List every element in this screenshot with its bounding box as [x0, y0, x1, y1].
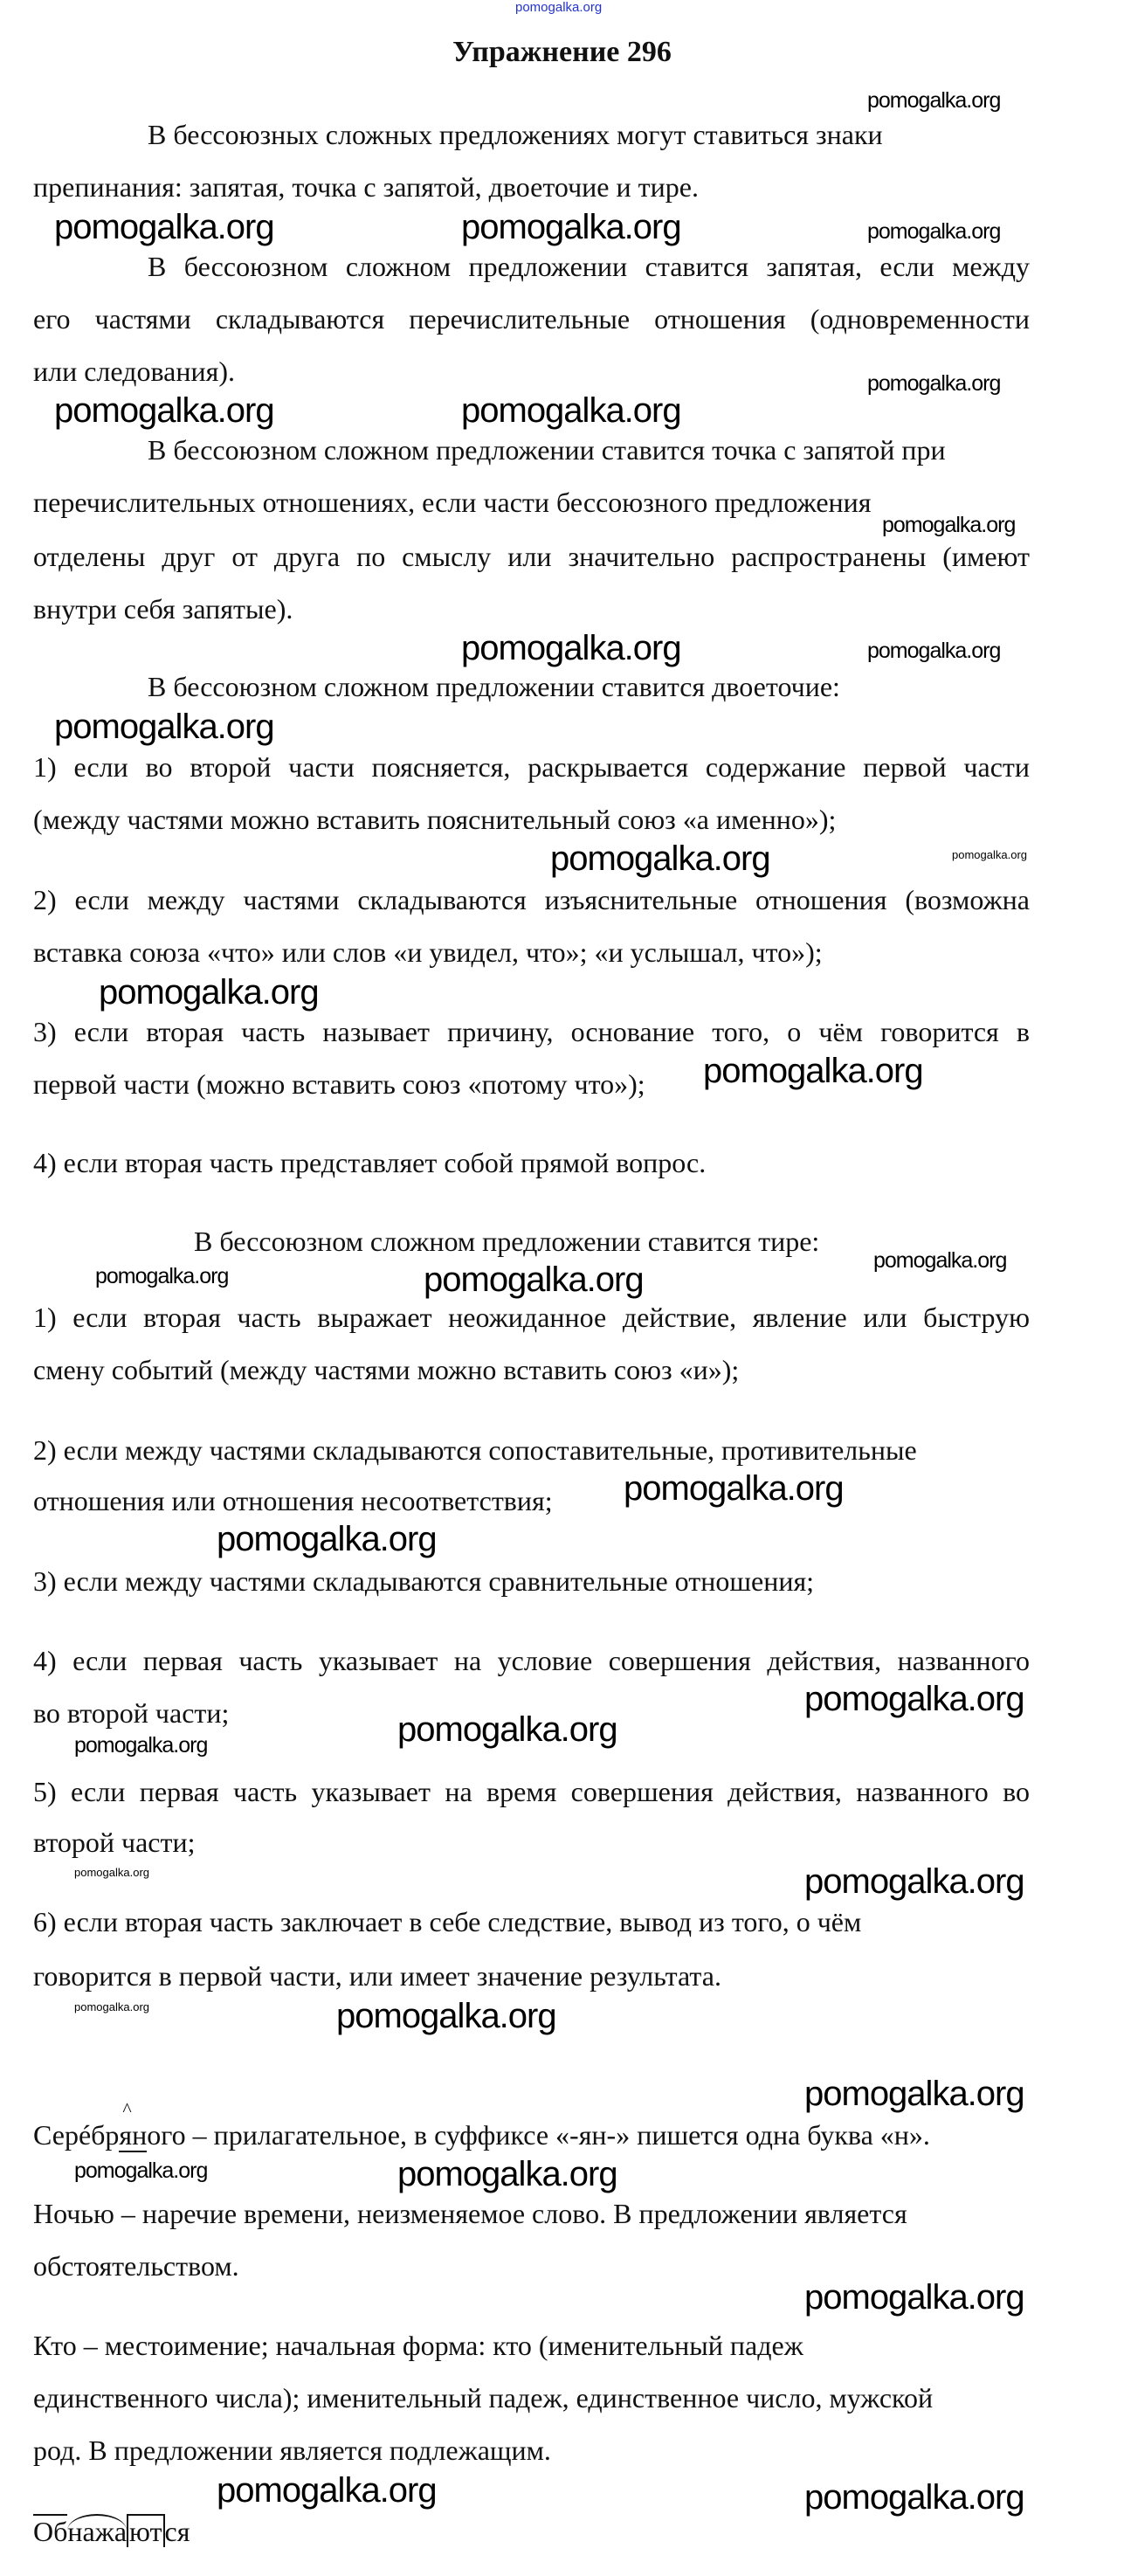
- list-item: 2) если между частями складываются сопоставительные, противительные: [33, 1434, 917, 1466]
- watermark: pomogalka.org: [461, 391, 681, 430]
- suffix: ян: [119, 2119, 148, 2151]
- text-line: второй части;: [33, 1827, 196, 1858]
- top-watermark: pomogalka.org: [515, 0, 603, 15]
- watermark: pomogalka.org: [867, 371, 1001, 396]
- watermark: pomogalka.org: [217, 2471, 437, 2510]
- watermark: pomogalka.org: [867, 88, 1001, 113]
- text-line: перечислительных отношениях, если части бессоюзного предложения: [33, 487, 872, 518]
- page-title: Упражнение 296: [452, 36, 672, 68]
- text-line: Кто – местоимение; начальная форма: кто (именительный падеж: [33, 2330, 803, 2361]
- watermark: pomogalka.org: [461, 208, 681, 246]
- watermark: pomogalka.org: [804, 2075, 1024, 2113]
- list-item: 3) если между частями складываются сравнительные отношения;: [33, 1565, 815, 1597]
- postfix-mark: ся: [164, 2516, 190, 2547]
- word-part: Серéбр: [33, 2119, 120, 2151]
- text-line: во второй части;: [33, 1697, 230, 1729]
- watermark: pomogalka.org: [624, 1469, 844, 1508]
- watermark: pomogalka.org: [54, 391, 274, 430]
- watermark: pomogalka.org: [74, 1866, 149, 1879]
- list-item: 1) если во второй части поясняется, раскрывается содержание первой части: [33, 751, 1030, 783]
- text-line: В бессоюзном сложном предложении ставится тире:: [194, 1226, 820, 1257]
- watermark: pomogalka.org: [54, 208, 274, 246]
- text-line: единственного числа); именительный падеж, единственное число, мужской: [33, 2382, 934, 2414]
- text-line: В бессоюзном сложном предложении ставится запятая, если между: [148, 251, 1030, 282]
- watermark: pomogalka.org: [397, 2155, 617, 2193]
- root-mark: нажа: [67, 2516, 128, 2547]
- watermark: pomogalka.org: [703, 1052, 923, 1090]
- text-line: смену событий (между частями можно вставить союз «и»);: [33, 1354, 740, 1385]
- watermark: pomogalka.org: [873, 1248, 1007, 1273]
- list-item: 4) если вторая часть представляет собой прямой вопрос.: [33, 1147, 707, 1178]
- watermark: pomogalka.org: [99, 973, 319, 1012]
- list-item: 2) если между частями складываются изъяснительные отношения (возможна: [33, 884, 1030, 915]
- watermark: pomogalka.org: [804, 1680, 1024, 1718]
- suffix-mark: [119, 2098, 148, 2152]
- word-analysis-obnazhayutsya: [33, 2514, 190, 2549]
- text-line: Ночью – наречие времени, неизменяемое слово. В предложении является: [33, 2198, 907, 2229]
- watermark: pomogalka.org: [74, 2158, 208, 2183]
- watermark: pomogalka.org: [882, 513, 1016, 537]
- watermark: pomogalka.org: [550, 839, 770, 878]
- watermark: pomogalka.org: [336, 1997, 556, 2035]
- watermark: pomogalka.org: [54, 708, 274, 746]
- text-line: внутри себя запятые).: [33, 593, 293, 625]
- list-item: 1) если вторая часть выражает неожиданное действие, явление или быструю: [33, 1302, 1030, 1333]
- watermark: pomogalka.org: [74, 1733, 208, 1758]
- text-line: первой части (можно вставить союз «потому что»);: [33, 1068, 645, 1100]
- watermark: pomogalka.org: [397, 1710, 617, 1749]
- text-line: препинания: запятая, точка с запятой, двоеточие и тире.: [33, 171, 699, 203]
- word-part: ого – прилагательное, в суффиксе «-ян-» пишется одна буква «н».: [147, 2119, 930, 2151]
- watermark: pomogalka.org: [74, 2000, 149, 2013]
- watermark: pomogalka.org: [867, 219, 1001, 244]
- watermark: pomogalka.org: [804, 2478, 1024, 2517]
- list-item: 3) если вторая часть называет причину, основание того, о чём говорится в: [33, 1016, 1030, 1047]
- text-line: обстоятельством.: [33, 2250, 239, 2282]
- watermark: pomogalka.org: [217, 1520, 437, 1558]
- text-line: его частями складываются перечислительные отношения (одновременности: [33, 303, 1030, 335]
- watermark: pomogalka.org: [804, 1862, 1024, 1901]
- word-analysis-serebryanogo: [33, 2098, 930, 2152]
- prefix-mark: Об: [33, 2516, 68, 2547]
- text-line: В бессоюзном сложном предложении ставится точка с запятой при: [148, 434, 946, 466]
- list-item: 4) если первая часть указывает на условие совершения действия, названного: [33, 1645, 1030, 1676]
- list-item: 5) если первая часть указывает на время совершения действия, названного во: [33, 1776, 1030, 1807]
- watermark: pomogalka.org: [952, 848, 1027, 861]
- watermark: pomogalka.org: [461, 629, 681, 667]
- text-line: вставка союза «что» или слов «и увидел, что»; «и услышал, что»);: [33, 936, 823, 968]
- suffix-caret-icon: ^: [122, 2098, 132, 2120]
- text-line: отношения или отношения несоответствия;: [33, 1485, 553, 1516]
- text-line: (между частями можно вставить пояснительный союз «а именно»);: [33, 804, 837, 835]
- text-line: отделены друг от друга по смыслу или значительно распространены (имеют: [33, 541, 1030, 572]
- watermark: pomogalka.org: [424, 1260, 644, 1299]
- watermark: pomogalka.org: [867, 639, 1001, 663]
- ending-mark: ют: [127, 2514, 164, 2547]
- text-line: говорится в первой части, или имеет значение результата.: [33, 1960, 721, 1992]
- text-line: В бессоюзном сложном предложении ставится двоеточие:: [148, 671, 840, 702]
- watermark: pomogalka.org: [804, 2278, 1024, 2317]
- text-line: или следования).: [33, 356, 235, 387]
- text-line: В бессоюзных сложных предложениях могут ставиться знаки: [148, 119, 883, 150]
- text-line: род. В предложении является подлежащим.: [33, 2434, 551, 2466]
- list-item: 6) если вторая часть заключает в себе следствие, вывод из того, о чём: [33, 1906, 862, 1937]
- watermark: pomogalka.org: [95, 1264, 229, 1288]
